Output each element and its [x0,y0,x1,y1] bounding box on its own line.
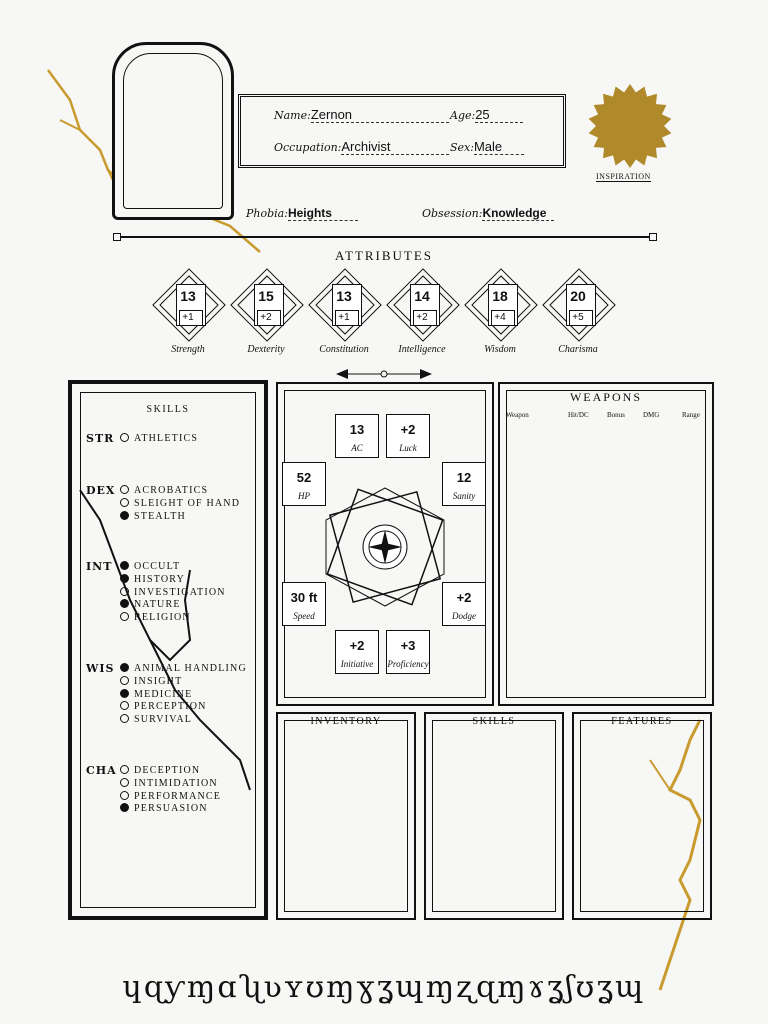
proficiency-checkbox[interactable] [120,765,129,774]
sanity-box[interactable]: 12 Sanity [442,462,486,506]
extra-skills-title: SKILLS [472,716,516,727]
weapons-title: WEAPONS [569,390,642,404]
attribute-name: Dexterity [247,344,285,355]
inspiration-label: INSPIRATION [596,172,651,181]
proficiency-checkbox[interactable] [120,803,129,812]
skill-row[interactable] [120,510,186,523]
attributes-title: ATTRIBUTES [335,248,433,263]
skills-panel-title: SKILLS [146,404,190,415]
sex-field[interactable]: Sex:Male [450,138,524,156]
skill-name: MEDICINE [134,688,193,700]
skill-name: OCCULT [134,561,181,572]
inspiration-seal-icon[interactable] [586,82,674,170]
skill-row[interactable] [120,713,192,726]
skill-name: DECEPTION [134,765,201,776]
attribute-dexterity[interactable] [230,268,302,340]
sex-value[interactable]: Male [474,139,524,155]
skill-name: STEALTH [134,510,186,522]
skill-name: SURVIVAL [134,714,193,726]
attribute-score[interactable]: 18 [492,288,508,304]
attribute-modifier: +5 [572,312,584,323]
skill-row[interactable] [120,802,208,815]
skill-row[interactable] [120,662,247,675]
hitdc-col-header: Hit/DC [568,411,589,419]
ability-dex: DEX [86,484,116,497]
initiative-box[interactable]: +2 Initiative [335,630,379,674]
occupation-field[interactable]: Occupation:Archivist [274,138,449,156]
skill-row[interactable] [120,484,208,497]
skill-row[interactable] [120,777,218,790]
attribute-modifier: +4 [494,312,506,323]
proficiency-checkbox[interactable] [120,778,129,787]
proficiency-checkbox[interactable] [120,676,129,685]
proficiency-checkbox[interactable] [120,714,129,723]
hp-box[interactable]: 52 HP [282,462,326,506]
skill-name: ANIMAL HANDLING [134,663,247,674]
skill-row[interactable] [120,700,207,713]
phobia-value[interactable]: Heights [288,206,358,221]
attribute-modifier: +1 [182,312,194,323]
proficiency-checkbox[interactable] [120,485,129,494]
attribute-wisdom[interactable] [464,268,536,340]
ability-int: INT [86,560,113,573]
age-field[interactable]: Age:25 [450,106,523,124]
portrait-inner-border [123,53,223,209]
extra-skills-panel[interactable] [424,712,564,920]
proficiency-checkbox[interactable] [120,689,129,698]
attribute-score[interactable]: 14 [414,288,430,304]
skill-name: PERSUASION [134,803,208,815]
skill-name: NATURE [134,599,181,611]
proficiency-checkbox[interactable] [120,433,129,442]
attribute-constitution[interactable] [308,268,380,340]
skill-name: SLEIGHT OF HAND [134,497,241,509]
skill-row[interactable] [120,790,221,803]
skill-name: INTIMIDATION [134,777,218,789]
footer-script-border: ɥɋƴɱɑʯʋʏʊɱɣʓɰɱʐɋɱɤʓʃʊʓɰ [122,970,646,1005]
skill-row[interactable] [120,497,240,510]
proficiency-checkbox[interactable] [120,701,129,710]
header-divider [116,236,654,238]
proficiency-checkbox[interactable] [120,498,129,507]
inventory-panel[interactable] [276,712,416,920]
obsession-field[interactable]: Obsession:Knowledge [422,204,554,222]
ability-wis: WIS [86,662,115,675]
features-panel[interactable] [572,712,712,920]
skill-row[interactable] [120,688,192,701]
skill-name: ATHLETICS [134,433,199,444]
skill-row[interactable] [120,764,200,777]
weapons-panel[interactable] [498,382,714,706]
skill-row[interactable] [120,598,181,611]
skill-row[interactable] [120,432,198,445]
skill-name: RELIGION [134,612,191,624]
skill-name: INSIGHT [134,675,183,687]
ability-cha: CHA [86,764,117,777]
luck-box[interactable]: +2 Luck [386,414,430,458]
name-value[interactable]: Zernon [311,107,449,123]
name-field[interactable]: Name:Zernon [274,106,449,124]
occupation-value[interactable]: Archivist [341,139,449,155]
attribute-score[interactable]: 20 [570,288,586,304]
range-col-header: Range [682,411,700,419]
attribute-name: Strength [171,344,205,355]
skill-name: PERCEPTION [134,701,207,713]
proficiency-checkbox[interactable] [120,663,129,672]
proficiency-checkbox[interactable] [120,791,129,800]
proficiency-checkbox[interactable] [120,599,129,608]
ac-box[interactable]: 13 AC [335,414,379,458]
attribute-name: Constitution [319,344,369,355]
attribute-score[interactable]: 15 [258,288,274,304]
proficiency-checkbox[interactable] [120,574,129,583]
attribute-modifier: +2 [260,312,272,323]
proficiency-checkbox[interactable] [120,511,129,520]
inventory-title: INVENTORY [310,716,382,727]
skills-panel [68,380,268,920]
attribute-name: Wisdom [484,344,516,355]
skill-name: ACROBATICS [134,485,209,496]
skill-name: INVESTIGATION [134,586,226,598]
attribute-name: Charisma [558,344,598,355]
skill-row[interactable] [120,611,191,624]
age-value[interactable]: 25 [475,107,523,123]
attribute-charisma[interactable] [542,268,614,340]
portrait-frame[interactable] [112,42,234,220]
skill-row[interactable] [120,573,185,586]
proficiency-checkbox[interactable] [120,612,129,621]
compass-icon [318,480,452,614]
skill-row[interactable] [120,560,180,573]
dmg-col-header: DMG [643,411,660,419]
phobia-field[interactable]: Phobia:Heights [246,204,358,222]
bonus-col-header: Bonus [607,411,625,419]
attribute-name: Intelligence [398,344,446,355]
attribute-intelligence[interactable] [386,268,458,340]
speed-box[interactable]: 30 ft Speed [282,582,326,626]
attribute-strength[interactable] [152,268,224,340]
proficiency-checkbox[interactable] [120,587,129,596]
attribute-score[interactable]: 13 [180,288,196,304]
dodge-box[interactable]: +2 Dodge [442,582,486,626]
skill-name: PERFORMANCE [134,790,222,802]
skill-row[interactable] [120,586,226,599]
ability-str: STR [86,432,115,445]
proficiency-checkbox[interactable] [120,561,129,570]
obsession-value[interactable]: Knowledge [482,206,554,221]
attribute-modifier: +2 [416,312,428,323]
skill-row[interactable] [120,675,182,688]
attribute-modifier: +1 [338,312,350,323]
ornament-divider-icon [336,368,432,380]
attribute-score[interactable]: 13 [336,288,352,304]
features-title: FEATURES [611,716,673,727]
proficiency-box[interactable]: +3 Proficiency [386,630,430,674]
skill-name: HISTORY [134,573,186,585]
weapon-col-header: Weapon [506,411,529,419]
